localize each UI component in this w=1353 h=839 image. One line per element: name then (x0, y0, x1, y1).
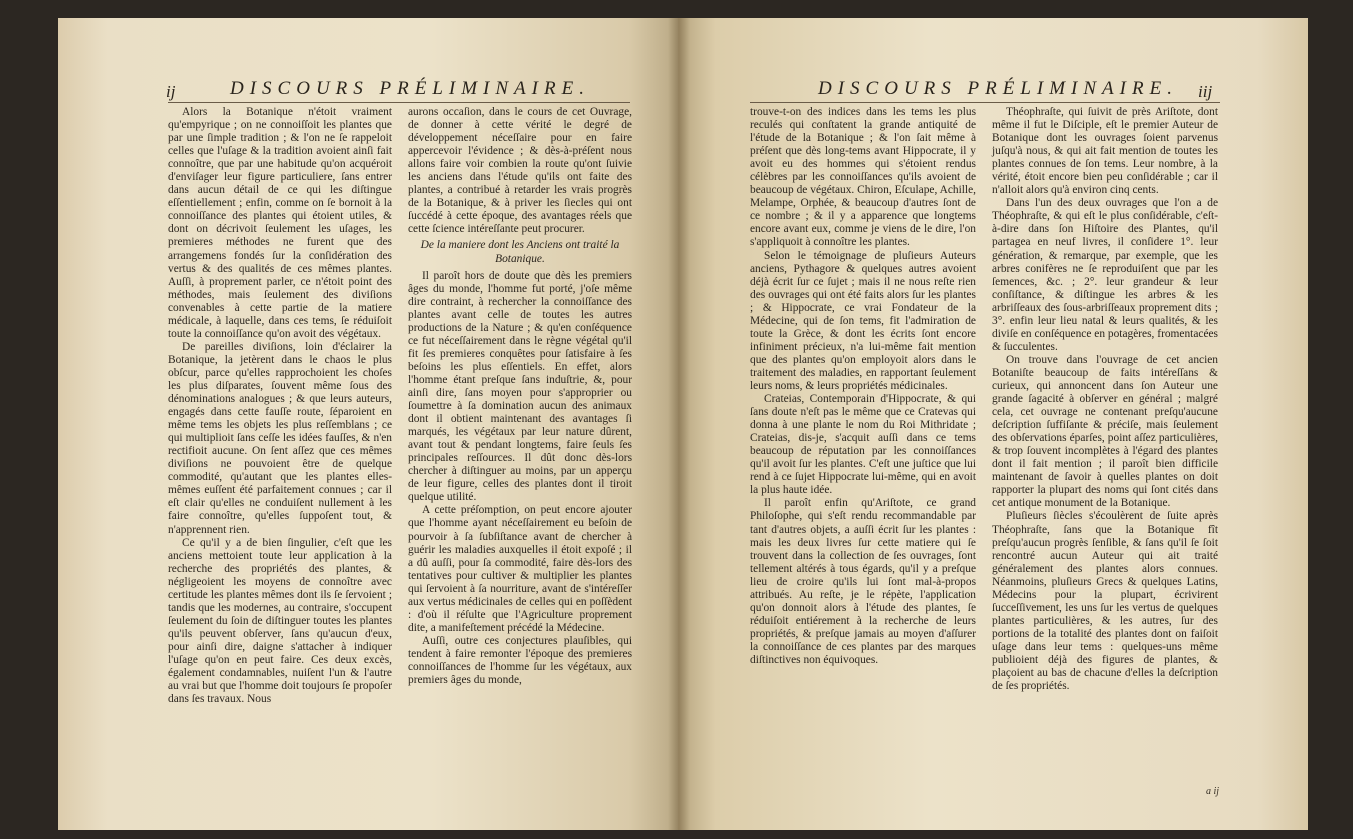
signature-mark: a ij (1206, 786, 1220, 797)
left-column-2 (408, 106, 632, 687)
paragraph: Dans l'un des deux ouvrages que l'on a de Théophraſte, & qui eſt le plus conſidérable, c'eſt-à-dire dans ſon Hiſtoire des Plantes, qu'il partagea en neuf livres, il conſidere 1°. leur génération, & remarque, par exemple, que les arbres conifères ne ſe reproduiſent que par les ſemences, &c. ; 2°. leur grandeur & leur conſiſtance, & diſtingue les arbres & les arbriſſeaux des ſous-arbriſſeaux proprement dits ; 3°. enfin leur lieu natal & leurs qualités, & les diviſe en conſéquence en potagères, fromentacées & ſucculentes. (992, 197, 1218, 353)
paragraph: Selon le témoignage de pluſieurs Auteurs anciens, Pythagore & quelques autres avoient déjà écrit ſur ce ſujet ; mais il ne nous reſte rien des ouvrages qui ont été faits alors ſur les plantes ; & Hippocrate, ce vrai Fondateur de la Médecine, qui de ſon tems, fit l'admiration de toute la Grèce, & dont les écrits ſont encore infiniment précieux, n'a lui-même fait mention que des plantes qu'on employoit alors dans le traitement des maladies, en rapportant ſeulement leurs noms, & leurs propriétés médicinales. (750, 249, 976, 392)
right-running-head: DISCOURS PRÉLIMINAIRE. (818, 78, 1178, 99)
paragraph: Alors la Botanique n'étoit vraiment qu'empyrique ; on ne connoiſſoit les plantes que par une ſimple tradition ; & l'on ne ſe rappeloit celles que l'uſage & la tradition avoient ainſi fait connoître, que par une habitude qu'on acquéroit d'enviſager leur figure particuliere, ſans entrer dans aucun détail de ce qui les diſtingue eſſentiellement ; enfin, comme on ſe bornoit à la connoiſſance des plantes qui étoient utiles, & dont on décrivoit ſeulement les uſages, les premieres méthodes ne furent que des arrangemens fondés ſur la conſidération des vertus & des qualités de ces mêmes plantes. Auſſi, à proprement parler, ce n'étoit point des méthodes, mais ſeulement des diviſions convenables à cette partie de la matiere médicale, à laquelle, dans ces tems, ſe réduiſoit toute la connoiſſance qu'on avoit des végétaux. (168, 106, 392, 340)
left-column-1 (168, 106, 392, 706)
book-gutter (668, 18, 690, 830)
left-head-rule (168, 102, 630, 103)
paragraph: Il paroît hors de doute que dès les premiers âges du monde, l'homme fut porté, j'oſe même dire contraint, à rechercher la connoiſſance des plantes avant celle de toutes les autres productions de la Nature ; & qu'en conſéquence ce fut néceſſairement dans le règne végétal qu'il fit ſes premieres conquêtes pour ſatisfaire à ſes beſoins les plus eſſentiels. En effet, alors l'homme étant preſque ſans induſtrie, &, pour ainſi dire, ſans moyen pour s'approprier ou ſoumettre à ſa domination aucun des animaux dont il obtient maintenant des avantages ſi marqués, les végétaux par leur nature dûrent, avant tout & pendant longtems, faire ſeuls ſes principales reſſources. Il dût donc dès-lors chercher à diſtinguer au moins, par un apperçu de leur figure, celles des plantes dont il tiroit quelque utilité. (408, 269, 632, 504)
left-folio: ij (166, 82, 176, 101)
open-book (58, 18, 1308, 830)
paragraph: aurons occaſion, dans le cours de cet Ouvrage, de donner à cette vérité le degré de développement néceſſaire pour en faire appercevoir l'évidence ; & dès-à-préſent nous allons faire voir combien la route qu'ont ſuivie les anciens dans l'étude qu'ils ont faite des plantes, a contribué à retarder les vrais progrès de la Botanique, & à priver les ſiecles qui ont ſuccédé à cette époque, des avantages réels que cette ſcience intéreſſante peut procurer. (408, 106, 632, 236)
paragraph: On trouve dans l'ouvrage de cet ancien Botaniſte beaucoup de faits intéreſſans & curieux, qui annoncent dans ſon Auteur une grande ſagacité à obſerver en général ; malgré cela, cet ouvrage ne contenant preſqu'aucune deſcription ſuffiſante & préciſe, mais ſeulement des obſervations éparſes, point aſſez particulières, & trop ſouvent incomplètes à l'égard des plantes dont il fait mention ; il paroît bien difficile maintenant de ſavoir à quelles plantes on doit rapporter la plupart des noms qui ſont cités dans cet antique monument de la Botanique. (992, 353, 1218, 510)
paragraph: Il paroît enfin qu'Ariſtote, ce grand Philoſophe, qui s'eſt rendu recommandable par tant d'autres objets, a auſſi écrit ſur les plantes : mais les deux livres ſur cette matiere qui ſe trouvent dans la collection de ſes ouvrages, ſont tellement altérés à tous égards, qu'il y a preſque lieu de croire qu'ils lui ſont mal-à-propos attribués. Au reſte, je le répète, l'application qu'on donnoit alors à l'étude des plantes, ſe réduiſoit entiérement à la recherche de leurs propriétés, & preſque jamais au moyen d'aſſurer la connoiſſance de ces plantes par des marques diſtinctives non équivoques. (750, 497, 976, 666)
left-page (58, 18, 678, 830)
paragraph: A cette préſomption, on peut encore ajouter que l'homme ayant néceſſairement eu beſoin de pourvoir à ſa ſubſiſtance avant de chercher à guérir les maladies auxquelles il étoit expoſé ; il a dû auſſi, pour ſa commodité, faire dès-lors des tentatives pour cultiver & multiplier les plantes qui ſervoient à ſa nourriture, avant de s'intéreſſer aux vertus médicinales de celles qui en poſſèdent : d'où il réſulte que l'Agriculture proprement dite, a manifeſtement précédé la Médecine. (408, 504, 632, 634)
paragraph: trouve-t-on des indices dans les tems les plus reculés qui conſtatent la grande antiquité de l'étude de la Botanique ; & l'on ſait même à préſent que dès long-tems avant Hippocrate, il y avoit eu des hommes qui s'étoient rendus célèbres par les connoiſſances qu'ils avoient de beaucoup de végétaux. Chiron, Eſculape, Achille, Melampe, Orphée, & beaucoup d'autres ſont de ce nombre ; & il y a apparence que longtems encore avant eux, comme je viens de le dire, l'on s'appliquoit à connoître les plantes. (750, 106, 976, 249)
paragraph: Pluſieurs ſiècles s'écoulèrent de ſuite après Théophraſte, ſans que la Botanique fît preſqu'aucun progrès ſenſible, & ſans qu'il ſe ſoit rencontré aucun Auteur qui ait traité généralement des plantes alors connues. Néanmoins, pluſieurs Grecs & quelques Latins, Médecins pour la plupart, écrivirent ſucceſſivement, les uns ſur les vertus de quelques plantes particulières, & les autres, ſur des portions de la totalité des plantes dont on faiſoit uſage dans leur tems : quelques-uns même publioient déjà des figures de plantes, & plaçoient au bas de chacune d'elles la deſcription de ſes propriétés. (992, 510, 1218, 693)
paragraph: Auſſi, outre ces conjectures plauſibles, qui tendent à faire remonter l'époque des premieres connoiſſances de l'homme ſur les végétaux, aux premiers âges du monde, (408, 634, 632, 687)
paragraph: De pareilles diviſions, loin d'éclairer la Botanique, la jetèrent dans le chaos le plus obſcur, parce qu'elles rapprochoient les choſes les plus diſparates, ſouvent même ſous des dénominations analogues ; & que leurs auteurs, engagés dans cette fauſſe route, ſéparoient en même tems les objets les plus reſſemblans ; ce qui multiplioit ſans ceſſe les idées fauſſes, & n'en rectifioit aucune. On ſent aſſez que ces mêmes diviſions ne pouvoient être de quelque commodité, qu'autant que les plantes elles-mêmes euſſent été parfaitement connues ; car il eſt clair qu'elles ne conduiſent nullement à les faire connoître, qu'elles ſuppoſent tout, & n'apprennent rien. (168, 340, 392, 536)
right-column-2 (992, 106, 1218, 693)
section-title: De la maniere dont les Anciens ont traité la Botanique. (420, 239, 620, 265)
paragraph: Ce qu'il y a de bien ſingulier, c'eſt que les anciens mettoient toute leur application à la recherche des propriétés des plantes, & négligeoient les moyens de connoître avec certitude les plantes mêmes dont ils ſe ſervoient ; tandis que les modernes, au contraire, s'occupent ſeulement du ſoin de diſtinguer toutes les plantes qu'ils peuvent obſerver, ſans qu'aucun d'eux, pour ainſi dire, daigne s'attacher à indiquer l'uſage qu'on en peut faire. Ces deux excès, également condamnables, nuiſent l'un & l'autre au vrai but que l'homme doit toujours ſe propoſer dans ſes travaux. Nous (168, 536, 392, 706)
right-page (678, 18, 1308, 830)
right-head-rule (750, 102, 1220, 103)
right-folio: iij (1198, 82, 1213, 101)
paragraph: Théophraſte, qui ſuivit de près Ariſtote, dont même il fut le Diſciple, eſt le premier Auteur de Botanique dont les ouvrages ſoient parvenus juſqu'à nous, & qui ait fait mention de toutes les plantes connues de ſon tems. Leur nombre, à la vérité, étoit encore bien peu conſidérable ; car il n'alloit alors qu'à environ cinq cents. (992, 106, 1218, 197)
paragraph: Crateias, Contemporain d'Hippocrate, & qui ſans doute n'eſt pas le même que ce Cratevas qui donna à une plante le nom du Roi Mithridate ; Crateias, dis-je, s'acquit auſſi dans ce tems beaucoup de réputation par les connoiſſances qu'il avoit ſur les plantes. C'eſt une juſtice que lui rend à ce ſujet Hippocrate lui-même, qui en avoit la plus haute idée. (750, 393, 976, 497)
right-column-1 (750, 106, 976, 667)
left-running-head: DISCOURS PRÉLIMINAIRE. (230, 78, 590, 99)
